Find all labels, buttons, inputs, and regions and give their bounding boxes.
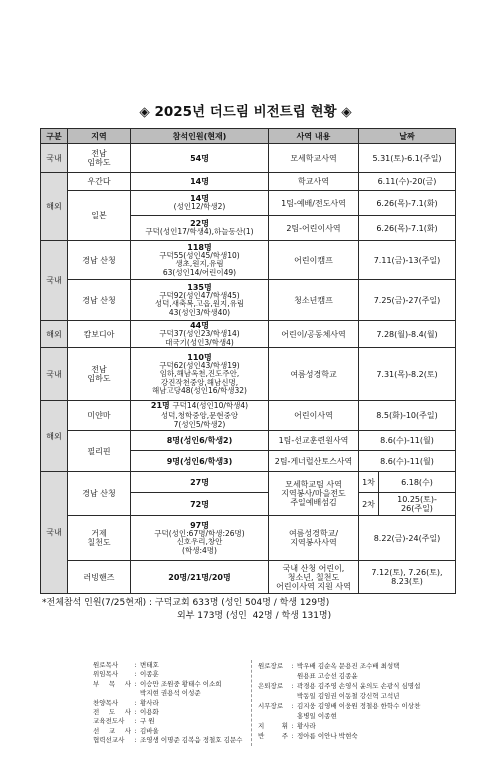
staff-row bbox=[258, 661, 420, 681]
table-row bbox=[41, 191, 456, 216]
date-cell: 7.12(토), 7.26(토), 8.23(토) bbox=[359, 561, 456, 594]
page-title: ◈ 2025년 더드림 비전트립 현황 ◈ bbox=[139, 104, 352, 120]
ministry-cell: 어린이사역 bbox=[269, 401, 359, 431]
table-body bbox=[41, 144, 456, 594]
count-total: 97명 bbox=[190, 520, 209, 530]
date-cell: 5.31(토)-6.1(주일) bbox=[359, 144, 456, 173]
table-header-row bbox=[41, 129, 456, 144]
staff-row bbox=[93, 670, 242, 679]
count-detail: 구덕92(성인47/학생45) 성덕,새축복,고읍,원지,유림 43(성인3/학생40) bbox=[154, 290, 245, 317]
staff-role: 전 도 사 bbox=[93, 708, 131, 717]
header-category: 구분 bbox=[41, 129, 68, 144]
region-cell: 전남 임하도 bbox=[68, 348, 131, 401]
external-attendance-note: 외부 173명 (성인 42명 / 학생 131명) bbox=[177, 611, 332, 621]
count-cell bbox=[131, 280, 269, 321]
table-row bbox=[41, 401, 456, 431]
staff-row bbox=[258, 701, 420, 721]
staff-role: 반 주 bbox=[258, 732, 288, 740]
staff-list-elders bbox=[258, 661, 420, 741]
staff-names: 변태호 bbox=[140, 661, 159, 669]
region-cell: 캄보디아 bbox=[68, 321, 131, 348]
date-cell: 6.11(수)-20(금) bbox=[359, 173, 456, 191]
date-cell: 6.18(수) bbox=[379, 472, 456, 493]
count-cell bbox=[131, 493, 269, 516]
staff-names: 김바울 bbox=[140, 726, 159, 735]
staff-separator: : bbox=[291, 702, 294, 710]
staff-row bbox=[93, 717, 242, 726]
count-total: 118명 bbox=[187, 242, 212, 252]
staff-role: 지 휘 bbox=[258, 722, 288, 730]
count-detail: 구덕62(성인43/학생19) 임하,해남옥천,진도주안, 강진작천중앙,해남신명, 해남고당48(성인16/학생32) bbox=[152, 360, 247, 395]
staff-names: 정아름 이안나 박현숙 bbox=[297, 732, 358, 740]
ministry-cell: 어린이캠프 bbox=[269, 241, 359, 280]
category-cell: 국내 bbox=[41, 144, 68, 173]
staff-separator: : bbox=[134, 661, 137, 669]
count-cell bbox=[131, 516, 269, 561]
date-cell: 8.22(금)-24(주일) bbox=[359, 516, 456, 561]
staff-row bbox=[93, 727, 242, 736]
staff-separator: : bbox=[291, 722, 294, 730]
count-total: 22명 bbox=[190, 219, 209, 229]
header-ministry: 사역 내용 bbox=[269, 129, 359, 144]
count-detail: 구덕(성인17/학생4),하늘동산(1) bbox=[145, 227, 254, 237]
staff-role: 찬양목사 bbox=[93, 698, 119, 707]
region-cell: 러빙핸즈 bbox=[68, 561, 131, 594]
table-row bbox=[41, 348, 456, 401]
count-cell bbox=[131, 561, 269, 594]
count-total: 14명 bbox=[190, 194, 209, 204]
date-cell: 7.25(금)-27(주일) bbox=[359, 280, 456, 321]
count-total: 72명 bbox=[190, 499, 209, 509]
table-row bbox=[41, 173, 456, 191]
staff-role: 협력선교사 bbox=[93, 736, 125, 745]
count-detail: 구덕(성인:67명/학생:26명) 신호우리,창안 (학생:4명) bbox=[154, 528, 245, 555]
count-detail: (성인12/학생2) bbox=[173, 202, 226, 212]
region-cell: 경남 산청 bbox=[68, 472, 131, 516]
region-cell: 일본 bbox=[68, 191, 131, 241]
staff-separator: : bbox=[134, 708, 137, 717]
count-cell bbox=[131, 431, 269, 451]
count-total: 27명 bbox=[190, 477, 209, 487]
count-detail: 구덕37(성인23/학생14) 대국기(성인3/학생4) bbox=[159, 329, 240, 347]
round-cell: 2차 bbox=[359, 493, 379, 516]
ministry-cell: 모세학교팀 사역 지역봉사/마을전도 주일예배섬김 bbox=[269, 472, 359, 516]
staff-role: 위임목사 bbox=[93, 670, 119, 679]
staff-row bbox=[258, 721, 420, 731]
ministry-cell: 청소년캠프 bbox=[269, 280, 359, 321]
staff-names: 이승만 조원중 황태수 이소희 박지현 권용석 이성준 bbox=[140, 679, 222, 698]
vision-trip-table bbox=[40, 128, 456, 594]
count-cell bbox=[131, 472, 269, 493]
staff-role: 은퇴장로 bbox=[258, 682, 284, 690]
ministry-cell: 어린이/공동체사역 bbox=[269, 321, 359, 348]
total-attendance-note: *전체참석 인원(7/25현재) : 구덕교회 633명 (성인 504명 / 학생 129명) bbox=[42, 598, 330, 608]
date-cell: 10.25(토)- 26(주일) bbox=[379, 493, 456, 516]
date-cell: 7.11(금)-13(주일) bbox=[359, 241, 456, 280]
ministry-cell: 국내 산청 어린이, 청소년, 칠천도 어린이사역 지원 사역 bbox=[269, 561, 359, 594]
table-row bbox=[41, 144, 456, 173]
header-date: 날짜 bbox=[359, 129, 456, 144]
date-cell: 6.26(목)-7.1(화) bbox=[359, 216, 456, 241]
table-row bbox=[41, 280, 456, 321]
staff-names: 조영생 이명준 김복음 정철호 김문수 bbox=[140, 736, 243, 745]
count-cell bbox=[131, 173, 269, 191]
ministry-cell: 2팀-게너럴산토스사역 bbox=[269, 451, 359, 472]
staff-role: 부 목 사 bbox=[93, 679, 131, 688]
count-total: 9명(성인6/학생3) bbox=[166, 456, 233, 466]
table-row bbox=[41, 431, 456, 451]
count-cell bbox=[131, 348, 269, 401]
header-count: 참석인원(현재) bbox=[131, 129, 269, 144]
staff-separator: : bbox=[134, 717, 137, 726]
count-cell bbox=[131, 216, 269, 241]
staff-column-divider bbox=[251, 660, 252, 746]
count-cell bbox=[131, 401, 269, 431]
staff-names: 곽경용 김주영 손영식 윤의도 손광식 심명섭 박동일 김임권 이동철 강신혁 고석년 bbox=[297, 682, 421, 700]
staff-separator: : bbox=[134, 679, 137, 688]
staff-separator: : bbox=[134, 698, 137, 707]
ministry-cell: 여름성경학교/ 지역봉사사역 bbox=[269, 516, 359, 561]
table-row bbox=[41, 241, 456, 280]
count-cell bbox=[131, 191, 269, 216]
count-cell bbox=[131, 241, 269, 280]
staff-names: 황사라 bbox=[140, 698, 159, 707]
staff-list-pastors bbox=[93, 661, 242, 746]
table-row bbox=[41, 472, 456, 493]
count-cell bbox=[131, 451, 269, 472]
count-total: 21명 bbox=[150, 401, 170, 411]
count-cell bbox=[131, 144, 269, 173]
staff-role: 교육전도사 bbox=[93, 717, 125, 726]
ministry-cell: 1팀-예배/전도사역 bbox=[269, 191, 359, 216]
category-cell: 해외 bbox=[41, 401, 68, 472]
table-row bbox=[41, 561, 456, 594]
header-region: 지역 bbox=[68, 129, 131, 144]
ministry-cell: 1팀-선교훈련원사역 bbox=[269, 431, 359, 451]
staff-role: 원로장로 bbox=[258, 662, 284, 670]
ministry-cell: 모세학교사역 bbox=[269, 144, 359, 173]
count-total: 8명(성인6/학생2) bbox=[166, 436, 233, 445]
count-detail: 구덕55(성인45/학생10) 생초,원지,유림 63(성인14/어린이49) bbox=[159, 250, 240, 277]
staff-role: 시무장로 bbox=[258, 702, 284, 710]
ministry-cell: 2팀-어린이사역 bbox=[269, 216, 359, 241]
table-row bbox=[41, 516, 456, 561]
staff-separator: : bbox=[134, 670, 137, 679]
ministry-cell: 학교사역 bbox=[269, 173, 359, 191]
staff-names: 이종훈 bbox=[140, 670, 159, 679]
staff-row bbox=[258, 681, 420, 701]
staff-row bbox=[93, 699, 242, 708]
region-cell: 미얀마 bbox=[68, 401, 131, 431]
date-cell: 8.6(수)-11(월) bbox=[359, 451, 456, 472]
staff-separator: : bbox=[134, 736, 137, 745]
count-total: 20명/21명/20명 bbox=[168, 572, 231, 582]
round-cell: 1차 bbox=[359, 472, 379, 493]
staff-row bbox=[93, 736, 242, 745]
count-total: 135명 bbox=[187, 282, 212, 292]
count-total: 14명 bbox=[190, 177, 209, 186]
staff-row bbox=[93, 661, 242, 670]
region-cell: 경남 산청 bbox=[68, 241, 131, 280]
staff-role: 선 교 사 bbox=[93, 726, 131, 735]
table-head bbox=[41, 129, 456, 144]
staff-names: 박우배 김순옥 문용진 조수배 최성택 원용표 고승선 김종윤 bbox=[297, 662, 400, 680]
count-detail: 구덕14(성인10/학생4) 성덕,청학중앙,문현중앙 7(성인5/학생2) bbox=[160, 401, 249, 430]
staff-names: 이용화 bbox=[140, 708, 159, 717]
category-cell: 해외 bbox=[41, 173, 68, 241]
table-row bbox=[41, 321, 456, 348]
date-cell: 8.6(수)-11(월) bbox=[359, 431, 456, 451]
staff-separator: : bbox=[291, 682, 294, 690]
category-cell: 국내 bbox=[41, 241, 68, 321]
region-cell: 거제 칠천도 bbox=[68, 516, 131, 561]
staff-row bbox=[258, 731, 420, 741]
count-total: 54명 bbox=[190, 153, 209, 163]
date-cell: 8.5(화)-10(주일) bbox=[359, 401, 456, 431]
date-cell: 7.31(목)-8.2(토) bbox=[359, 348, 456, 401]
staff-names: 황사라 bbox=[297, 722, 316, 730]
region-cell: 우간다 bbox=[68, 173, 131, 191]
category-cell: 국내 bbox=[41, 472, 68, 594]
staff-names: 김지웅 김영배 이웅원 정철용 한학수 이상찬 홍병일 이종현 bbox=[297, 702, 421, 720]
ministry-cell: 여름성경학교 bbox=[269, 348, 359, 401]
region-cell: 전남 임하도 bbox=[68, 144, 131, 173]
staff-separator: : bbox=[291, 732, 294, 740]
staff-separator: : bbox=[291, 662, 294, 670]
staff-separator: : bbox=[134, 726, 137, 735]
region-cell: 필리핀 bbox=[68, 431, 131, 472]
staff-role: 원로목사 bbox=[93, 661, 119, 669]
date-cell: 6.26(목)-7.1(화) bbox=[359, 191, 456, 216]
category-cell: 국내 bbox=[41, 348, 68, 401]
count-cell bbox=[131, 321, 269, 348]
category-cell: 해외 bbox=[41, 321, 68, 348]
region-cell: 경남 산청 bbox=[68, 280, 131, 321]
staff-row bbox=[93, 680, 242, 699]
count-total: 110명 bbox=[187, 352, 212, 362]
staff-names: 구 원 bbox=[140, 717, 155, 726]
date-cell: 7.28(월)-8.4(월) bbox=[359, 321, 456, 348]
count-total: 44명 bbox=[190, 321, 209, 331]
